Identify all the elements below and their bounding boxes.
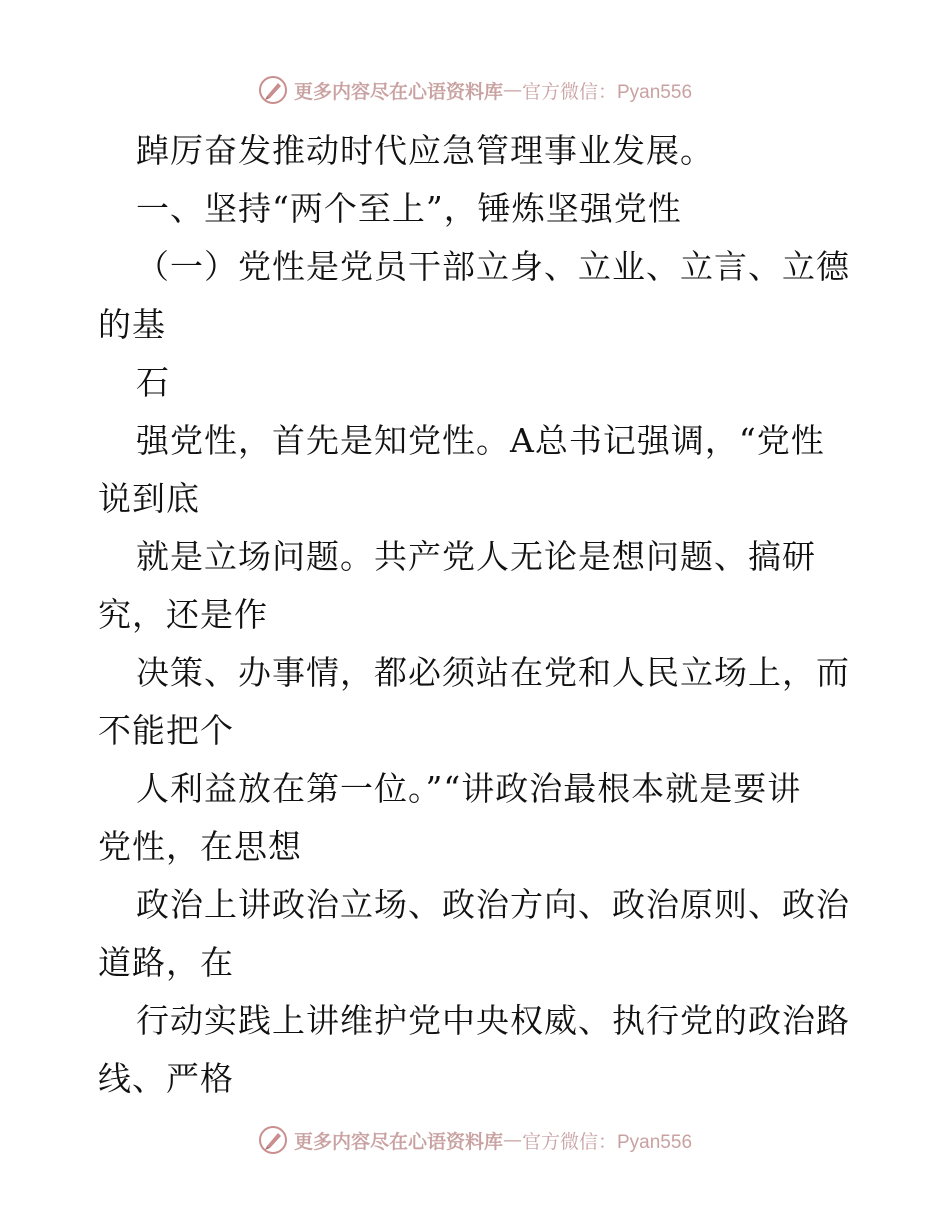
watermark-text: 更多内容尽在心语资料库 [293, 1130, 503, 1153]
section-heading: 一、坚持“两个至上”，锤炼坚强党性 [136, 189, 682, 228]
text-line: 踔厉奋发推动时代应急管理事业发展。 [136, 131, 714, 170]
text-line: 说到底 [98, 479, 200, 518]
text-line: 道路，在 [98, 943, 234, 982]
text-line: 线、严格 [98, 1059, 234, 1098]
subsection-heading: （一）党性是党员干部立身、立业、立言、立德 [136, 247, 850, 286]
watermark-text: 更多内容尽在心语资料库 [293, 80, 503, 103]
watermark-wechat: 官方微信：Pyan556 [522, 81, 693, 103]
text-line: 究，还是作 [98, 595, 268, 634]
watermark-separator: — [503, 1129, 522, 1151]
watermark-separator: — [503, 79, 522, 101]
text-line: 强党性，首先是知党性。A总书记强调，“党性 [136, 421, 825, 460]
text-line: 行动实践上讲维护党中央权威、执行党的政治路 [136, 1001, 850, 1040]
watermark-wechat: 官方微信：Pyan556 [522, 1131, 693, 1153]
text-line: 就是立场问题。共产党人无论是想问题、搞研 [136, 537, 816, 576]
header-watermark [0, 70, 950, 110]
text-line: 党性，在思想 [98, 827, 302, 866]
text-line: 不能把个 [98, 711, 234, 750]
text-line: 石 [136, 363, 170, 402]
text-line: 决策、办事情，都必须站在党和人民立场上，而 [136, 653, 850, 692]
text-line: 人利益放在第一位。”“讲政治最根本就是要讲 [136, 769, 802, 808]
text-line: 政治上讲政治立场、政治方向、政治原则、政治 [136, 885, 850, 924]
document-body [98, 122, 858, 1108]
footer-watermark [0, 1120, 950, 1160]
text-line: 的基 [98, 305, 166, 344]
quill-logo-icon [258, 75, 288, 105]
quill-logo-icon [258, 1125, 288, 1155]
